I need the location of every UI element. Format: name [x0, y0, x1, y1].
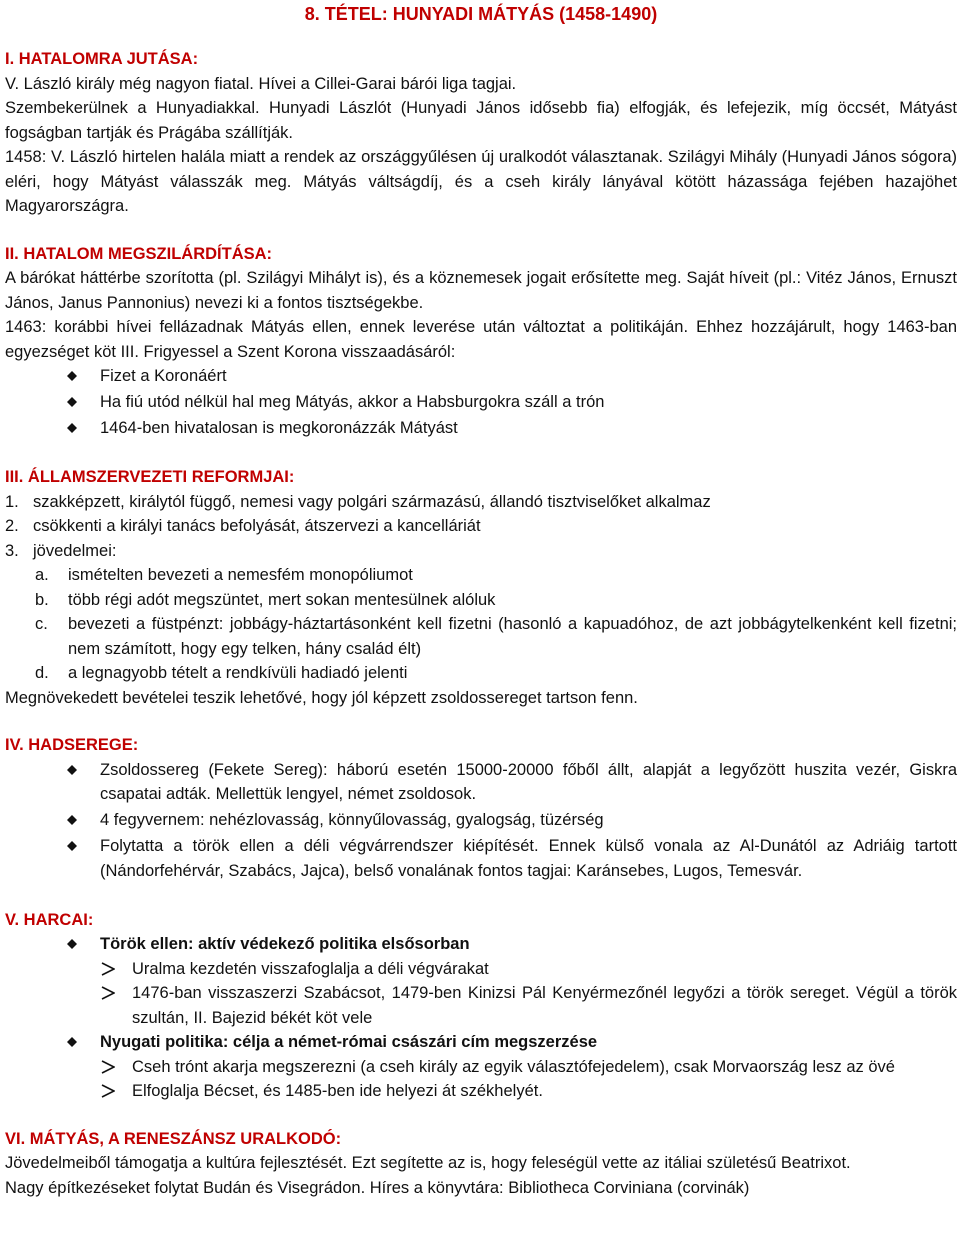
- arrow-list: [5, 957, 957, 1031]
- list-marker: 3.: [5, 541, 19, 560]
- list-item: [5, 490, 957, 515]
- list-marker: b.: [35, 590, 49, 609]
- diamond-icon: [67, 397, 77, 407]
- bullet-list: [5, 364, 957, 441]
- paragraph: Nagy építkezéseket folytat Budán és Visegrádon. Híres a könyvtára: Bibliotheca Corviniana (corvinák): [5, 1178, 750, 1197]
- list-item: [5, 514, 957, 539]
- section-heading-6: VI. MÁTYÁS, A RENESZÁNSZ URALKODÓ:: [5, 1129, 342, 1148]
- page-title: 8. TÉTEL: HUNYADI MÁTYÁS (1458-1490): [304, 4, 658, 24]
- arrow-right-icon: [101, 1084, 115, 1098]
- list-item: [5, 758, 957, 807]
- list-item: [5, 416, 957, 441]
- bullet-list: [5, 758, 957, 884]
- group-title: Nyugati politika: célja a német-római császári cím megszerzése: [100, 1033, 598, 1051]
- group-title: Török ellen: aktív védekező politika elsősorban: [100, 935, 470, 953]
- list-item: [5, 390, 957, 415]
- list-item: [5, 932, 957, 957]
- list-item-text: bevezeti a füstpénzt: jobbágy-háztartásonként kell fizetni (hasonló a kapuadóhoz, de azt jobbágytelkenként kell fizetni; nem számított, hogy egy telken, hány család élt): [68, 615, 957, 658]
- diamond-icon: [67, 841, 77, 851]
- list-item: [5, 957, 957, 982]
- bullet-list: [5, 1030, 957, 1055]
- list-marker: 1.: [5, 492, 19, 511]
- diamond-icon: [67, 371, 77, 381]
- lettered-list: [5, 563, 957, 686]
- list-marker: d.: [35, 664, 49, 682]
- bullet-list: [5, 932, 957, 957]
- list-item: [5, 661, 957, 686]
- list-marker: 2.: [5, 517, 19, 535]
- diamond-icon: [67, 423, 77, 433]
- section-heading-4: IV. HADSEREGE:: [5, 736, 139, 754]
- diamond-icon: [67, 1037, 77, 1047]
- diamond-icon: [67, 815, 77, 825]
- paragraph: Jövedelmeiből támogatja a kultúra fejlesztését. Ezt segítette az is, hogy feleségül vette az itáliai születésű Beatrixot.: [5, 1154, 851, 1172]
- list-item: [5, 539, 957, 564]
- list-item-text: Fizet a Koronáért: [100, 367, 227, 385]
- list-item-text: 4 fegyvernem: nehézlovasság, könnyűlovasság, gyalogság, tüzérség: [100, 811, 604, 829]
- list-item-text: Uralma kezdetén visszafoglalja a déli végvárakat: [132, 959, 489, 978]
- paragraph: 1463: korábbi hívei fellázadnak Mátyás ellen, ennek leverése után változtat a politikáján. Ehhez hozzájárult, hogy 1463-ban egyezséget köt III. Frigyessel a Szent Korona visszaadásáról:: [5, 318, 957, 361]
- paragraph: Szembekerülnek a Hunyadiakkal. Hunyadi Lászlót (Hunyadi János idősebb fia) elfogják, és lefejezik, míg öccsét, Mátyást fogságban tartják és Prágába szállítják.: [5, 99, 957, 142]
- paragraph: V. László király még nagyon fiatal. Hívei a Cillei-Garai bárói liga tagjai.: [5, 74, 517, 93]
- list-item-text: jövedelmei:: [33, 541, 117, 560]
- arrow-right-icon: [101, 1060, 115, 1074]
- list-item-text: Cseh trónt akarja megszerezni (a cseh király az egyik választófejedelem), csak Morvaország lesz az övé: [132, 1057, 895, 1076]
- list-item: [5, 1055, 957, 1080]
- list-marker: a.: [35, 566, 49, 584]
- list-item-text: több régi adót megszüntet, mert sokan mentesülnek alóluk: [68, 590, 496, 609]
- list-item: [5, 834, 957, 883]
- list-item-text: 1476-ban visszaszerzi Szabácsot, 1479-ben Kinizsi Pál Kenyérmezőnél legyőzi a török sereget. Végül a török szultán, II. Bajezid békét köt vele: [132, 984, 957, 1027]
- arrow-list: [5, 1055, 957, 1104]
- list-item: [5, 364, 957, 389]
- section-heading-1: I. HATALOMRA JUTÁSA:: [5, 50, 199, 68]
- list-item-text: Ha fiú utód nélkül hal meg Mátyás, akkor a Habsburgokra száll a trón: [100, 393, 605, 411]
- list-marker: c.: [35, 615, 48, 633]
- list-item-text: Zsoldossereg (Fekete Sereg): háború esetén 15000-20000 főből állt, alapját a legyőzött huszita vezér, Giskra csapatai adták. Mellettük lengyel, német zsoldosok.: [100, 760, 957, 803]
- section-heading-5: V. HARCAI:: [5, 910, 94, 929]
- list-item: [5, 1079, 957, 1104]
- arrow-right-icon: [101, 962, 115, 976]
- list-item-text: csökkenti a királyi tanács befolyását, átszervezi a kancelláriát: [33, 517, 481, 535]
- diamond-icon: [67, 765, 77, 775]
- section-heading-2: II. HATALOM MEGSZILÁRDÍTÁSA:: [5, 244, 273, 263]
- list-item: [5, 808, 957, 833]
- numbered-list: [5, 490, 957, 564]
- list-item: [5, 563, 957, 588]
- arrow-right-icon: [101, 986, 115, 1000]
- section-heading-3: III. ÁLLAMSZERVEZETI REFORMJAI:: [5, 468, 295, 486]
- list-item-text: ismételten bevezeti a nemesfém monopóliumot: [68, 566, 413, 584]
- list-item-text: a legnagyobb tételt a rendkívüli hadiadó jelenti: [68, 664, 408, 682]
- list-item: [5, 588, 957, 613]
- list-item-text: Elfoglalja Bécset, és 1485-ben ide helyezi át székhelyét.: [132, 1082, 543, 1100]
- list-item-text: 1464-ben hivatalosan is megkoronázzák Mátyást: [100, 419, 458, 437]
- diamond-icon: [67, 939, 77, 949]
- paragraph: 1458: V. László hirtelen halála miatt a rendek az országgyűlésen új uralkodót választanak. Szilágyi Mihály (Hunyadi János sógora) eléri, hogy Mátyást válasszák meg. Mátyás váltságdíj, és a cseh király lányával kötött házassága fejében hazajöhet Magyarországra.: [5, 148, 957, 215]
- paragraph: A bárókat háttérbe szorította (pl. Szilágyi Mihályt is), és a köznemesek jogait erősítette meg. Saját híveit (pl.: Vitéz János, Ernuszt János, Janus Pannonius) nevezi ki a fontos tisztségekbe.: [5, 269, 957, 312]
- list-item: [5, 1030, 957, 1055]
- list-item-text: szakképzett, királytól függő, nemesi vagy polgári származású, állandó tisztviselőket alkalmaz: [33, 492, 711, 511]
- document-page: [5, 0, 957, 1200]
- paragraph: Megnövekedett bevételei teszik lehetővé, hogy jól képzett zsoldossereget tartson fenn.: [5, 688, 638, 707]
- list-item: [5, 612, 957, 661]
- list-item: [5, 981, 957, 1030]
- list-item-text: Folytatta a török ellen a déli végvárrendszer kiépítését. Ennek külső vonala az Al-Dunától az Adriáig tartott (Nándorfehérvár, Szabács, Jajca), belső vonalának fontos tagjai: Karánsebes, Lugos, Temesvár.: [100, 837, 957, 880]
